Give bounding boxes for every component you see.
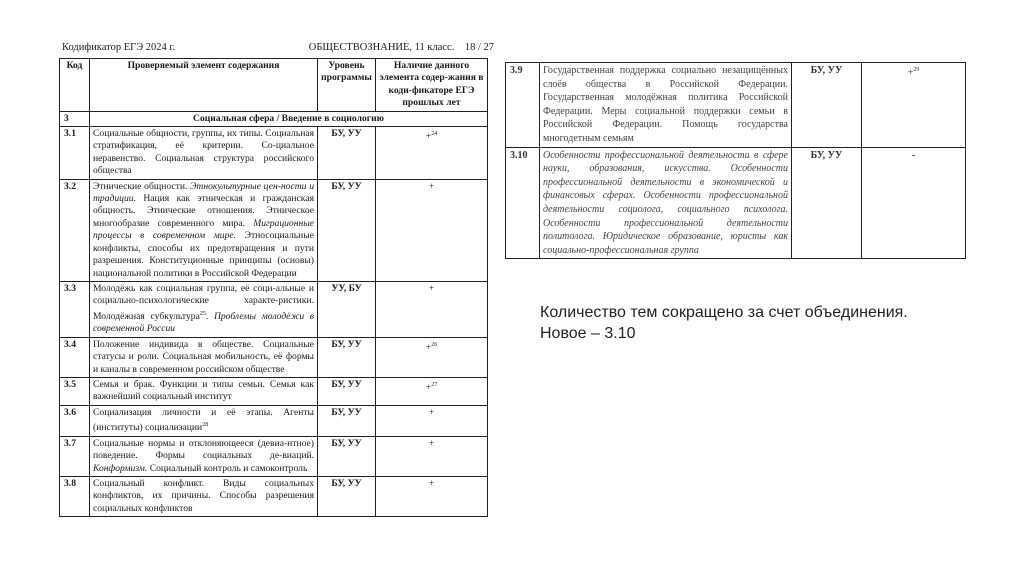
- table-header-row: [60, 59, 488, 112]
- row-level: БУ, УУ: [318, 179, 376, 281]
- row-history: +: [376, 405, 488, 436]
- row-code: 3.10: [506, 147, 540, 259]
- row-history: +: [376, 476, 488, 516]
- row-history: +$^{24}$: [376, 127, 488, 180]
- section-title: Социальная сфера / Введение в социологию: [90, 111, 488, 126]
- row-text: Социальные общности, группы, их типы. Социальная стратификация, её критерии. Со-циальное неравенство. Социальная структура российского общества: [90, 127, 318, 180]
- row-history: -: [862, 147, 966, 259]
- table-row: [60, 405, 488, 436]
- row-code: 3.1: [60, 127, 90, 180]
- row-history: +$^{27}$: [376, 377, 488, 405]
- row-text: Социальный конфликт. Виды социальных конфликтов, их причины. Способы разрешения социальных конфликтов: [90, 476, 318, 516]
- subject-page-label: ОБЩЕСТВОЗНАНИЕ, 11 класс. 18 / 27: [308, 42, 494, 53]
- note-line-1: Количество тем сокращено за счет объединения.: [540, 304, 908, 321]
- row-code: 3.3: [60, 281, 90, 337]
- row-level: БУ, УУ: [318, 436, 376, 476]
- col-element-header: Проверяемый элемент содержания: [90, 59, 318, 112]
- row-text: Молодёжь как социальная группа, её соци-альные и социально-психологические характе-ристики. Молодёжная субкультура$^{25}$. Проблемы молодёжи в современной России: [90, 281, 318, 337]
- row-code: 3.7: [60, 436, 90, 476]
- row-text: Государственная поддержка социально незащищённых слоёв общества в Российской Федерации. Государственная молодёжная политика Российской Федерации. Меры социальной поддержки семьи в Российской Федерации. Помощь государства многодетным семьям: [540, 63, 792, 148]
- col-code-header: Код: [60, 59, 90, 112]
- row-code: 3.6: [60, 405, 90, 436]
- table-row: [60, 436, 488, 476]
- row-code: 3.9: [506, 63, 540, 148]
- row-level: БУ, УУ: [318, 377, 376, 405]
- row-level: БУ, УУ: [318, 337, 376, 377]
- codifier-table-right: [505, 62, 966, 259]
- row-history: +: [376, 436, 488, 476]
- slide-note: [540, 302, 908, 344]
- section-code: 3: [60, 111, 90, 126]
- row-history: +$^{29}$: [862, 63, 966, 148]
- section-row: [60, 111, 488, 126]
- table-row: [60, 377, 488, 405]
- row-history: +: [376, 179, 488, 281]
- row-code: 3.2: [60, 179, 90, 281]
- table-row: [60, 337, 488, 377]
- row-level: УУ, БУ: [318, 281, 376, 337]
- col-history-header: Наличие данного элемента содер-жания в коди-фикаторе ЕГЭ прошлых лет: [376, 59, 488, 112]
- row-code: 3.5: [60, 377, 90, 405]
- codifier-title: Кодификатор ЕГЭ 2024 г.: [62, 42, 176, 53]
- row-text: Социализация личности и её этапы. Агенты (институты) социализации$^{28}$: [90, 405, 318, 436]
- row-text: Семья и брак. Функции и типы семьи. Семья как важнейший социальный институт: [90, 377, 318, 405]
- row-history: +: [376, 281, 488, 337]
- table-row: [506, 147, 966, 259]
- row-text: Этнические общности. Этнокультурные цен-ности и традиции. Нация как этническая и гражданская общность. Этнические отношения. Этническое многообразие современного мира. Миграционные процессы в современном мире. Этносоциальные конфликты, способы их предотвращения и пути разрешения. Конституционные принципы (основы) национальной политики в Российской Федерации: [90, 179, 318, 281]
- table-row: [506, 63, 966, 148]
- row-level: БУ, УУ: [318, 127, 376, 180]
- row-text: Социальные нормы и отклоняющееся (девиа-нтное) поведение. Формы социальных де-виаций. Конформизм. Социальный контроль и самоконтроль: [90, 436, 318, 476]
- row-text: Положение индивида в обществе. Социальные статусы и роли. Социальная мобильность, её формы и каналы в современном российском обществе: [90, 337, 318, 377]
- row-history: +$^{26}$: [376, 337, 488, 377]
- row-level: БУ, УУ: [318, 405, 376, 436]
- note-line-2: Новое – 3.10: [540, 325, 636, 342]
- row-level: БУ, УУ: [318, 476, 376, 516]
- row-level: БУ, УУ: [792, 147, 862, 259]
- row-code: 3.4: [60, 337, 90, 377]
- col-level-header: Уровень программы: [318, 59, 376, 112]
- codifier-table-left: [59, 58, 488, 517]
- table-row: [60, 476, 488, 516]
- table-row: [60, 281, 488, 337]
- row-level: БУ, УУ: [792, 63, 862, 148]
- table-row: [60, 179, 488, 281]
- row-text: Особенности профессиональной деятельности в сфере науки, образования, искусства. Особенности профессиональной деятельности в экономической и финансовых сферах. Особенности профессиональной деятельности социолога, социального психолога. Особенности профессиональной деятельности политолога. Юридическое образование, юристы как социально-профессиональная группа: [540, 147, 792, 259]
- table-row: [60, 127, 488, 180]
- row-code: 3.8: [60, 476, 90, 516]
